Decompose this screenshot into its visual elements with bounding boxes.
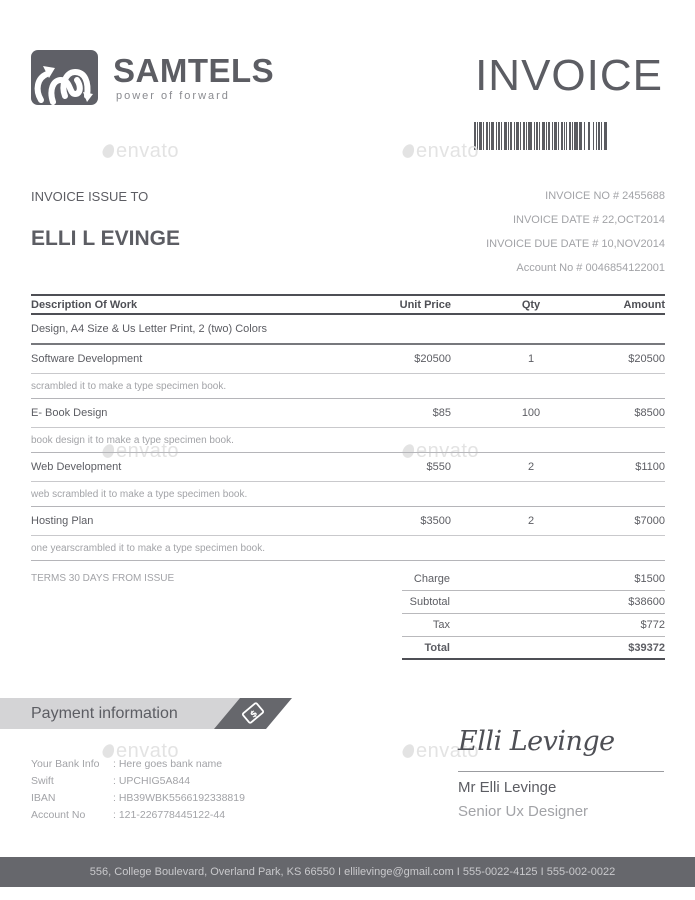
company-name: SAMTELS bbox=[113, 52, 275, 89]
header-description: Description Of Work bbox=[31, 298, 138, 311]
item-qty: 1 bbox=[527, 353, 535, 365]
header-amount: Amount bbox=[623, 298, 665, 311]
item-note: web scrambled it to make a type specimen book. bbox=[31, 482, 665, 507]
invoice-date: INVOICE DATE # 22,OCT2014 bbox=[512, 214, 665, 226]
bank-label: Your Bank Info bbox=[31, 758, 100, 770]
bank-label: IBAN bbox=[31, 792, 56, 804]
signatory-name: Mr Elli Levinge bbox=[458, 779, 557, 796]
invoice-due-date: INVOICE DUE DATE # 10,NOV2014 bbox=[486, 238, 665, 250]
totals-label: Subtotal bbox=[409, 596, 450, 608]
bank-row bbox=[31, 790, 245, 807]
watermark: envato bbox=[103, 141, 179, 161]
watermark: envato bbox=[403, 741, 479, 761]
bank-value: : UPCHIG5A844 bbox=[113, 775, 191, 787]
header-qty: Qty bbox=[521, 298, 541, 311]
totals-summary bbox=[402, 568, 665, 660]
totals-label: Charge bbox=[413, 573, 450, 585]
item-name: Software Development bbox=[31, 353, 143, 365]
work-summary: Design, A4 Size & Us Letter Print, 2 (two) Colors bbox=[31, 315, 665, 345]
bank-label: Account No bbox=[31, 809, 86, 821]
table-row bbox=[31, 399, 665, 428]
bank-value: : HB39WBK5566192338819 bbox=[113, 792, 245, 804]
item-name: Hosting Plan bbox=[31, 515, 94, 527]
bank-row bbox=[31, 807, 245, 824]
signature: Elli Levinge bbox=[458, 726, 615, 757]
table-row bbox=[31, 507, 665, 536]
totals-value: $1500 bbox=[634, 573, 665, 585]
watermark: envato bbox=[103, 441, 179, 461]
item-qty: 100 bbox=[521, 407, 541, 419]
item-unit-price: $3500 bbox=[420, 515, 451, 527]
item-unit-price: $20500 bbox=[414, 353, 451, 365]
totals-row-subtotal bbox=[402, 591, 665, 614]
footer-contact-text: 556, College Boulevard, Overland Park, KS 66550 I ellilevinge@gmail.com I 555-0022-4125 I 555-002-0022 bbox=[89, 866, 616, 878]
table-row bbox=[31, 345, 665, 374]
footer-contact-bar bbox=[0, 857, 695, 887]
item-qty: 2 bbox=[527, 461, 535, 473]
signatory-role: Senior Ux Designer bbox=[458, 803, 589, 820]
totals-label: Tax bbox=[432, 619, 450, 631]
header-unit-price: Unit Price bbox=[399, 298, 451, 311]
item-amount: $20500 bbox=[628, 353, 665, 365]
item-note: one yearscrambled it to make a type specimen book. bbox=[31, 536, 665, 561]
table-header bbox=[31, 294, 665, 315]
totals-value: $772 bbox=[640, 619, 665, 631]
signature-line bbox=[458, 771, 664, 772]
item-note: book design it to make a type specimen book. bbox=[31, 428, 665, 453]
table-row bbox=[31, 453, 665, 482]
barcode bbox=[474, 122, 666, 150]
document-title: INVOICE bbox=[475, 51, 663, 100]
item-amount: $7000 bbox=[634, 515, 665, 527]
item-unit-price: $85 bbox=[432, 407, 451, 419]
watermark: envato bbox=[403, 141, 479, 161]
totals-row-tax bbox=[402, 614, 665, 637]
totals-value: $39372 bbox=[628, 641, 665, 654]
bank-details bbox=[31, 756, 245, 824]
logo-arrows-icon bbox=[31, 50, 98, 105]
watermark: envato bbox=[403, 441, 479, 461]
watermark: envato bbox=[103, 741, 179, 761]
money-bill-icon bbox=[240, 701, 266, 725]
item-note: scrambled it to make a type specimen book. bbox=[31, 374, 665, 399]
item-name: E- Book Design bbox=[31, 407, 108, 419]
totals-row-charge bbox=[402, 568, 665, 591]
client-name: ELLI L EVINGE bbox=[31, 227, 180, 250]
bank-value: : 121-226778445122-44 bbox=[113, 809, 226, 821]
item-amount: $1100 bbox=[635, 461, 665, 473]
bank-value: : Here goes bank name bbox=[113, 758, 223, 770]
item-qty: 2 bbox=[527, 515, 535, 527]
bank-row bbox=[31, 756, 245, 773]
company-logo bbox=[31, 50, 98, 105]
bank-row bbox=[31, 773, 245, 790]
item-unit-price: $550 bbox=[426, 461, 451, 473]
payment-info-title: Payment information bbox=[31, 705, 178, 722]
totals-label: Total bbox=[424, 641, 450, 654]
item-amount: $8500 bbox=[634, 407, 665, 419]
company-tagline: power of forward bbox=[116, 90, 230, 102]
svg-text:$: $ bbox=[248, 708, 260, 721]
item-name: Web Development bbox=[31, 461, 122, 473]
line-items-table bbox=[31, 294, 665, 561]
totals-row-total bbox=[402, 637, 665, 660]
bank-label: Swift bbox=[31, 775, 54, 787]
invoice-number: INVOICE NO # 2455688 bbox=[545, 190, 665, 202]
totals-value: $38600 bbox=[628, 596, 665, 608]
account-number: Account No # 0046854122001 bbox=[516, 262, 665, 274]
payment-terms: TERMS 30 DAYS FROM ISSUE bbox=[31, 573, 175, 584]
invoice-issue-to-label: INVOICE ISSUE TO bbox=[31, 189, 149, 204]
